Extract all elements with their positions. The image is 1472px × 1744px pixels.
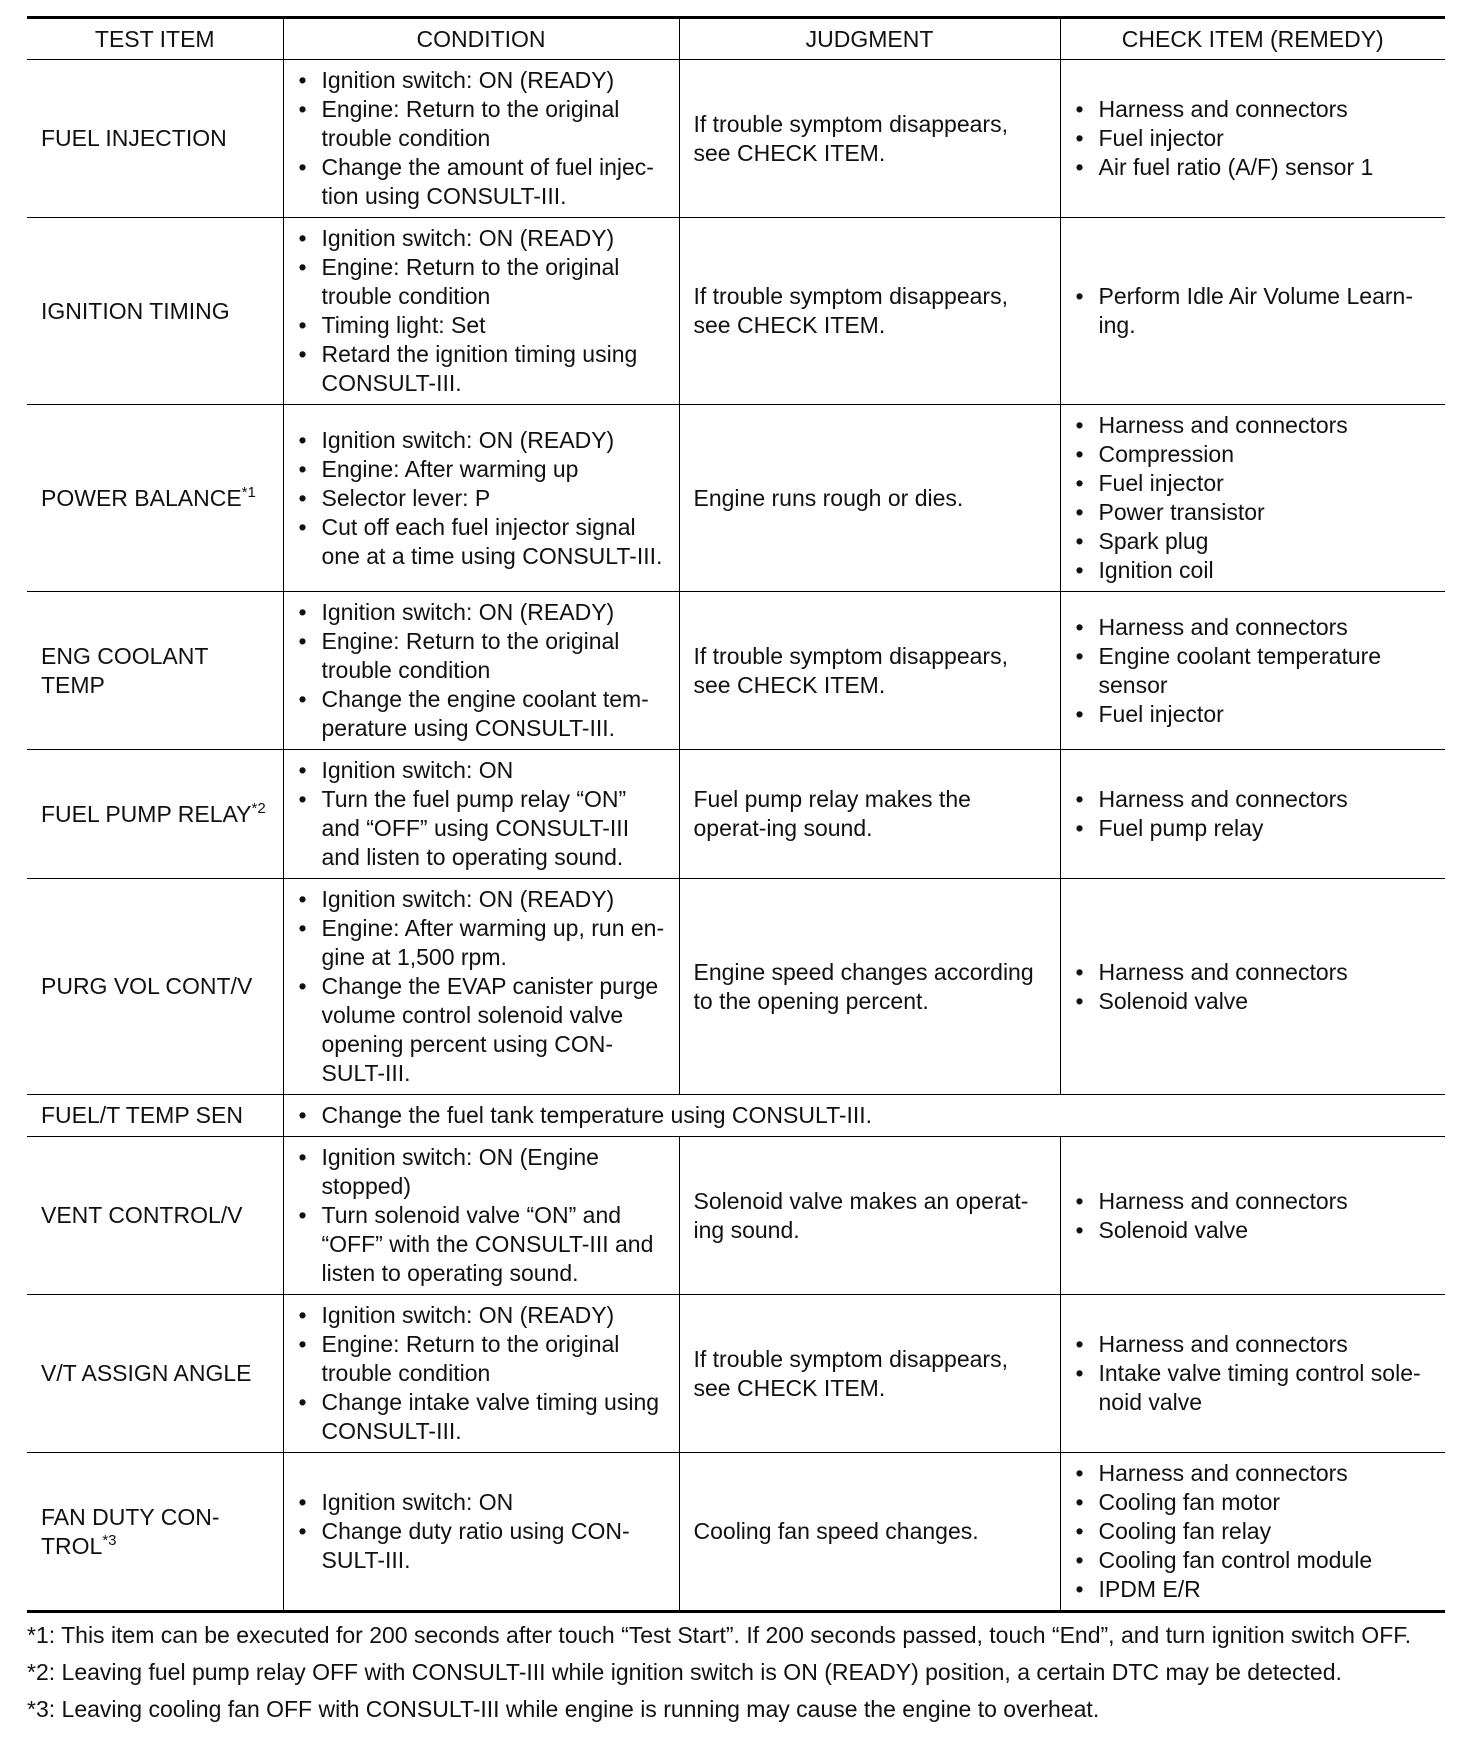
footnote-2: *2: Leaving fuel pump relay OFF with CONSULT-III while ignition switch is ON (READY) position, a certain DTC may be detected. [27,1659,1342,1685]
condition-cell [283,1295,679,1453]
table-row [27,218,1445,405]
condition-list [298,1301,665,1446]
test-item-name: POWER BALANCE [41,484,242,511]
condition-bullet: • Ignition switch: ON (READY) [298,66,665,95]
test-item-name: ENG COOLANT TEMP [41,642,208,698]
condition-bullet: • Change intake valve timing using CONSULT-III. [298,1388,665,1446]
test-item-cell [27,405,283,592]
check-item-bullet: • Air fuel ratio (A/F) sensor 1 [1075,153,1432,182]
header-condition: CONDITION [283,18,679,60]
header-row [27,18,1445,60]
check-item-bullet: • Harness and connectors [1075,1330,1432,1359]
check-item-bullet: • Solenoid valve [1075,987,1432,1016]
condition-cell [283,879,679,1095]
condition-list [298,1143,665,1288]
check-item-cell [1060,405,1445,592]
condition-cell [283,60,679,218]
check-item-list [1075,282,1432,340]
test-item-name: FUEL/T TEMP SEN [41,1102,243,1128]
table-row [27,750,1445,879]
check-item-cell [1060,879,1445,1095]
table-row [27,592,1445,750]
check-item-list [1075,958,1432,1016]
condition-bullet: • Turn the fuel pump relay “ON” and “OFF” using CONSULT-III and listen to operating sound. [298,785,665,872]
condition-bullet: • Ignition switch: ON (READY) [298,1301,665,1330]
judgment-cell [679,1295,1060,1453]
table-row [27,1295,1445,1453]
condition-cell [283,1453,679,1612]
check-item-bullet: • Cooling fan relay [1075,1517,1432,1546]
footnote-marker: *1 [241,483,256,501]
footnotes [27,1617,1445,1728]
condition-bullet: • Change duty ratio using CON-SULT-III. [298,1517,665,1575]
condition-bullet: • Ignition switch: ON (Engine stopped) [298,1143,665,1201]
check-item-bullet: • Intake valve timing control sole-noid valve [1075,1359,1432,1417]
condition-bullet: • Change the fuel tank temperature using CONSULT-III. [298,1101,1432,1130]
check-item-list [1075,1187,1432,1245]
header-check-item: CHECK ITEM (REMEDY) [1060,18,1445,60]
footnote-marker: *2 [251,799,266,817]
condition-list [298,426,665,571]
check-item-bullet: • Fuel injector [1075,124,1432,153]
judgment-text: Fuel pump relay makes the operat-ing sound. [693,786,971,841]
test-item-cell [27,60,283,218]
check-item-cell [1060,750,1445,879]
check-item-bullet: • Harness and connectors [1075,95,1432,124]
condition-bullet: • Ignition switch: ON [298,756,665,785]
condition-bullet: • Selector lever: P [298,484,665,513]
check-item-list [1075,1459,1432,1604]
check-item-bullet: • Harness and connectors [1075,785,1432,814]
condition-bullet: • Engine: Return to the original trouble condition [298,1330,665,1388]
table-row [27,1095,1445,1137]
check-item-cell [1060,1137,1445,1295]
check-item-cell [1060,592,1445,750]
table-row [27,879,1445,1095]
check-item-list [1075,613,1432,729]
judgment-text: If trouble symptom disappears, see CHECK ITEM. [693,1345,1008,1401]
test-item-name: IGNITION TIMING [41,297,230,324]
judgment-cell [679,218,1060,405]
condition-bullet: • Engine: Return to the original trouble condition [298,95,665,153]
check-item-cell [1060,1295,1445,1453]
judgment-text: Engine runs rough or dies. [693,484,964,511]
judgment-cell [679,879,1060,1095]
condition-bullet: • Ignition switch: ON (READY) [298,885,665,914]
condition-bullet: • Engine: After warming up [298,455,665,484]
check-item-bullet: • Fuel injector [1075,469,1432,498]
test-item-cell [27,1137,283,1295]
check-item-bullet: • Cooling fan motor [1075,1488,1432,1517]
judgment-cell [679,1453,1060,1612]
check-item-bullet: • Harness and connectors [1075,613,1432,642]
check-item-bullet: • Fuel injector [1075,700,1432,729]
condition-bullet: • Timing light: Set [298,311,665,340]
condition-cell [283,1137,679,1295]
condition-bullet: • Engine: Return to the original trouble condition [298,627,665,685]
condition-cell [283,750,679,879]
judgment-cell [679,1137,1060,1295]
table-row [27,405,1445,592]
check-item-bullet: • Harness and connectors [1075,1187,1432,1216]
test-item-cell [27,879,283,1095]
condition-cell [283,1095,1445,1137]
judgment-text: If trouble symptom disappears, see CHECK ITEM. [693,642,1008,698]
test-item-cell [27,1295,283,1453]
check-item-list [1075,785,1432,843]
condition-list [298,885,665,1088]
table-row [27,60,1445,218]
check-item-bullet: • Harness and connectors [1075,411,1432,440]
check-item-bullet: • Ignition coil [1075,556,1432,585]
active-test-table [27,16,1445,1613]
check-item-bullet: • Power transistor [1075,498,1432,527]
condition-bullet: • Engine: Return to the original trouble condition [298,253,665,311]
test-item-cell [27,592,283,750]
check-item-bullet: • Fuel pump relay [1075,814,1432,843]
test-item-name: FAN DUTY CON-TROL [41,1503,220,1559]
condition-list [298,66,665,211]
condition-bullet: • Turn solenoid valve “ON” and “OFF” with the CONSULT-III and listen to operating sound. [298,1201,665,1288]
check-item-list [1075,1330,1432,1417]
judgment-cell [679,405,1060,592]
condition-list [298,1101,1432,1130]
check-item-bullet: • Cooling fan control module [1075,1546,1432,1575]
check-item-bullet: • Engine coolant temperature sensor [1075,642,1432,700]
condition-bullet: • Ignition switch: ON [298,1488,665,1517]
check-item-bullet: • Perform Idle Air Volume Learn-ing. [1075,282,1432,340]
judgment-text: If trouble symptom disappears, see CHECK ITEM. [693,283,1008,338]
test-item-cell [27,1095,283,1137]
check-item-cell [1060,1453,1445,1612]
test-item-name: PURG VOL CONT/V [41,973,253,999]
judgment-cell [679,60,1060,218]
judgment-text: If trouble symptom disappears, see CHECK ITEM. [693,110,1008,166]
document [27,16,1445,1728]
check-item-bullet: • Harness and connectors [1075,958,1432,987]
footnote-3: *3: Leaving cooling fan OFF with CONSULT-III while engine is running may cause the engine to overheat. [27,1696,1100,1722]
test-item-name: VENT CONTROL/V [41,1202,243,1228]
table-row [27,1453,1445,1612]
judgment-cell [679,592,1060,750]
judgment-text: Cooling fan speed changes. [693,1518,979,1544]
condition-bullet: • Retard the ignition timing using CONSULT-III. [298,340,665,398]
condition-bullet: • Engine: After warming up, run en-gine at 1,500 rpm. [298,914,665,972]
check-item-bullet: • Harness and connectors [1075,1459,1432,1488]
check-item-cell [1060,60,1445,218]
test-item-name: FUEL PUMP RELAY [41,800,252,827]
condition-list [298,756,665,872]
header-test-item: TEST ITEM [27,18,283,60]
condition-bullet: • Change the EVAP canister purge volume control solenoid valve opening percent using CON-SULT-III. [298,972,665,1088]
condition-bullet: • Change the engine coolant tem-perature using CONSULT-III. [298,685,665,743]
condition-cell [283,405,679,592]
test-item-cell [27,750,283,879]
check-item-bullet: • Solenoid valve [1075,1216,1432,1245]
condition-bullet: • Ignition switch: ON (READY) [298,224,665,253]
footnote-1: *1: This item can be executed for 200 seconds after touch “Test Start”. If 200 seconds passed, touch “End”, and turn ignition switch OFF. [27,1622,1412,1648]
condition-bullet: • Ignition switch: ON (READY) [298,598,665,627]
test-item-name: FUEL INJECTION [41,125,227,151]
condition-cell [283,218,679,405]
condition-list [298,598,665,743]
test-item-cell [27,1453,283,1612]
judgment-cell [679,750,1060,879]
test-item-name: V/T ASSIGN ANGLE [41,1360,252,1386]
condition-list [298,1488,665,1575]
check-item-bullet: • Compression [1075,440,1432,469]
check-item-cell [1060,218,1445,405]
table-row [27,1137,1445,1295]
test-item-cell [27,218,283,405]
check-item-bullet: • IPDM E/R [1075,1575,1432,1604]
condition-bullet: • Change the amount of fuel injec-tion using CONSULT-III. [298,153,665,211]
check-item-list [1075,95,1432,182]
check-item-bullet: • Spark plug [1075,527,1432,556]
condition-bullet: • Cut off each fuel injector signal one at a time using CONSULT-III. [298,513,665,571]
footnote-marker: *3 [102,1531,117,1549]
judgment-text: Solenoid valve makes an operat-ing sound. [693,1187,1029,1243]
condition-cell [283,592,679,750]
condition-bullet: • Ignition switch: ON (READY) [298,426,665,455]
header-judgment: JUDGMENT [679,18,1060,60]
check-item-list [1075,411,1432,585]
condition-list [298,224,665,398]
judgment-text: Engine speed changes according to the opening percent. [693,958,1034,1014]
